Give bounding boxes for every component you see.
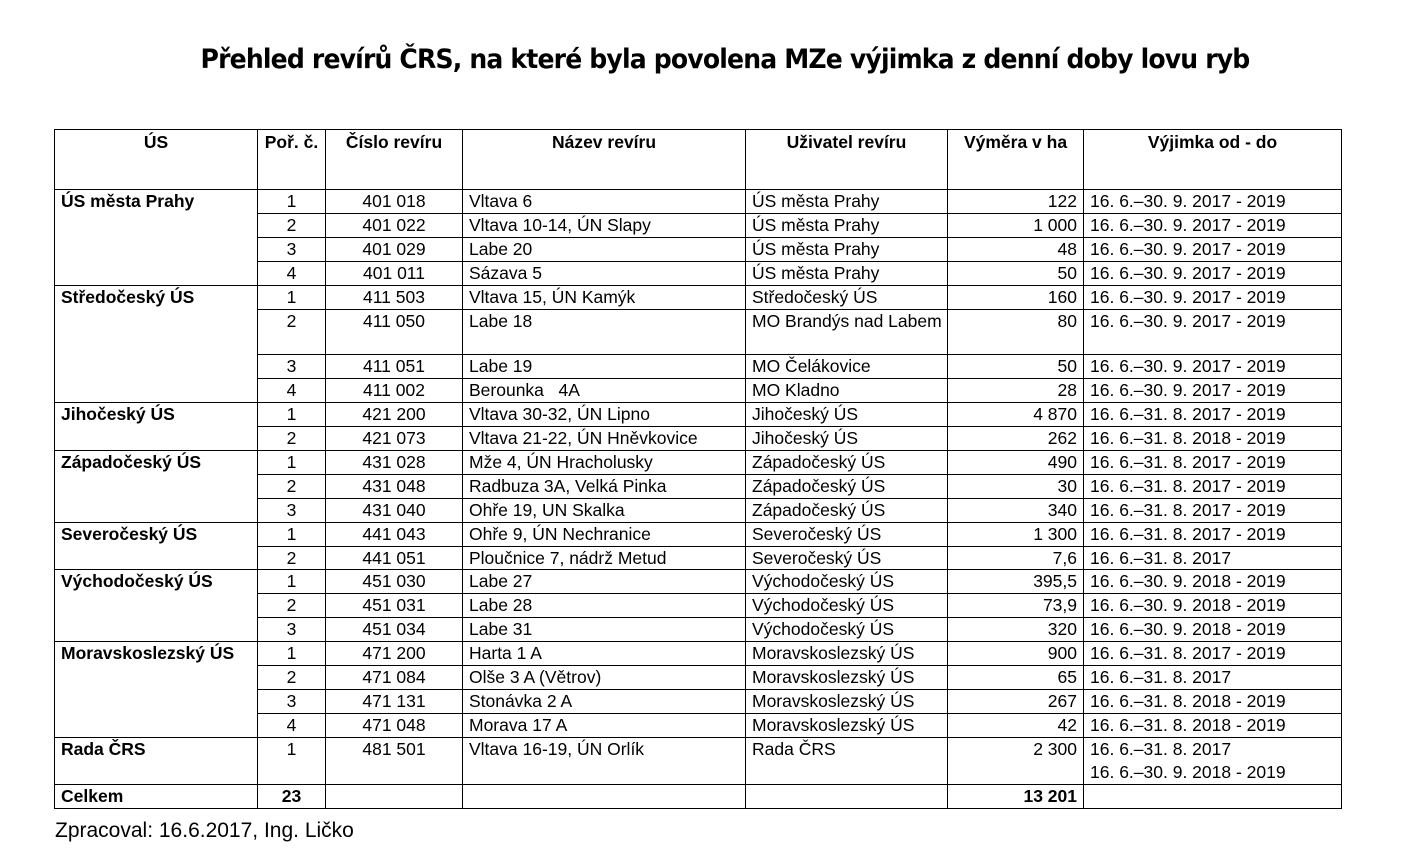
- us-name: [55, 379, 258, 403]
- revir-name: Labe 31: [463, 618, 746, 642]
- table-row: [55, 713, 1342, 737]
- revir-table: [54, 129, 1342, 809]
- table-row: [55, 594, 1342, 618]
- exemption-period: 16. 6.–31. 8. 2017 - 2019: [1084, 450, 1342, 474]
- row-number: 1: [258, 522, 326, 546]
- table-row: [55, 379, 1342, 403]
- revir-number: 401 018: [326, 190, 463, 214]
- revir-name: Vltava 10-14, ÚN Slapy: [463, 213, 746, 237]
- table-row: [55, 403, 1342, 427]
- total-area: 13 201: [948, 784, 1084, 808]
- row-number: 1: [258, 642, 326, 666]
- row-number: 1: [258, 285, 326, 309]
- table-row: [55, 737, 1342, 784]
- exemption-period: 16. 6.–31. 8. 2017 - 2019: [1084, 498, 1342, 522]
- header-uzivatel: Uživatel revíru: [746, 130, 948, 190]
- revir-number: 451 030: [326, 570, 463, 594]
- revir-number: 471 200: [326, 642, 463, 666]
- exemption-period-line: 16. 6.–31. 8. 2017: [1090, 738, 1232, 759]
- revir-number: 451 034: [326, 618, 463, 642]
- table-row: [55, 261, 1342, 285]
- revir-name: Berounka 4A: [463, 379, 746, 403]
- row-number: 4: [258, 713, 326, 737]
- area-ha: 2 300: [948, 737, 1084, 784]
- area-ha: 4 870: [948, 403, 1084, 427]
- table-row: [55, 690, 1342, 714]
- document-title: Přehled revírů ČRS, na které byla povolena MZe výjimka z denní doby lovu ryb: [200, 44, 1250, 75]
- us-name: Moravskoslezský ÚS: [55, 642, 258, 666]
- revir-number: 401 011: [326, 261, 463, 285]
- total-count: 23: [258, 784, 326, 808]
- exemption-period: 16. 6.–30. 9. 2017 - 2019: [1084, 379, 1342, 403]
- exemption-period: 16. 6.–30. 9. 2018 - 2019: [1084, 570, 1342, 594]
- revir-user: MO Kladno: [746, 379, 948, 403]
- revir-number: 411 002: [326, 379, 463, 403]
- table-row: [55, 570, 1342, 594]
- footer-note: Zpracoval: 16.6.2017, Ing. Ličko: [55, 819, 354, 842]
- revir-user: ÚS města Prahy: [746, 213, 948, 237]
- revir-user: Jihočeský ÚS: [746, 403, 948, 427]
- table-row: [55, 355, 1342, 379]
- header-cislo: Číslo revíru: [326, 130, 463, 190]
- revir-number: 421 073: [326, 427, 463, 451]
- revir-number: 431 040: [326, 498, 463, 522]
- table-row: [55, 285, 1342, 309]
- revir-name: Labe 18: [463, 309, 746, 355]
- area-ha: 262: [948, 427, 1084, 451]
- us-name: Západočeský ÚS: [55, 450, 258, 474]
- table-row: [55, 546, 1342, 570]
- row-number: 1: [258, 737, 326, 784]
- area-ha: 340: [948, 498, 1084, 522]
- us-name: Jihočeský ÚS: [55, 403, 258, 427]
- revir-name: Labe 19: [463, 355, 746, 379]
- area-ha: 65: [948, 666, 1084, 690]
- row-number: 3: [258, 618, 326, 642]
- area-ha: 395,5: [948, 570, 1084, 594]
- row-number: 4: [258, 379, 326, 403]
- total-row: [55, 784, 1342, 808]
- revir-name: Radbuza 3A, Velká Pinka: [463, 474, 746, 498]
- revir-name: Labe 20: [463, 237, 746, 261]
- exemption-period-line: 16. 6.–30. 9. 2018 - 2019: [1090, 761, 1286, 782]
- revir-number: 441 043: [326, 522, 463, 546]
- empty-cell: [1084, 784, 1342, 808]
- revir-user: Moravskoslezský ÚS: [746, 690, 948, 714]
- revir-user: Západočeský ÚS: [746, 498, 948, 522]
- exemption-period: 16. 6.–31. 8. 2017 - 2019: [1084, 522, 1342, 546]
- revir-name: Labe 28: [463, 594, 746, 618]
- header-nazev: Název revíru: [463, 130, 746, 190]
- empty-cell: [326, 784, 463, 808]
- revir-number: 401 022: [326, 213, 463, 237]
- us-name: [55, 690, 258, 714]
- area-ha: 42: [948, 713, 1084, 737]
- exemption-period: 16. 6.–30. 9. 2018 - 2019: [1084, 594, 1342, 618]
- row-number: 2: [258, 594, 326, 618]
- revir-number: 411 503: [326, 285, 463, 309]
- table-row: [55, 237, 1342, 261]
- area-ha: 30: [948, 474, 1084, 498]
- row-number: 3: [258, 690, 326, 714]
- empty-cell: [746, 784, 948, 808]
- us-name: ÚS města Prahy: [55, 190, 258, 214]
- table-row: [55, 522, 1342, 546]
- us-name: [55, 474, 258, 498]
- revir-number: 471 131: [326, 690, 463, 714]
- area-ha: 50: [948, 261, 1084, 285]
- row-number: 2: [258, 309, 326, 355]
- revir-number: 401 029: [326, 237, 463, 261]
- area-ha: 320: [948, 618, 1084, 642]
- revir-user: Východočeský ÚS: [746, 594, 948, 618]
- exemption-period: 16. 6.–30. 9. 2017 - 2019: [1084, 261, 1342, 285]
- table-row: [55, 190, 1342, 214]
- exemption-period: 16. 6.–30. 9. 2017 - 2019: [1084, 309, 1342, 355]
- revir-name: Vltava 15, ÚN Kamýk: [463, 285, 746, 309]
- revir-name: Vltava 30-32, ÚN Lipno: [463, 403, 746, 427]
- exemption-period: 16. 6.–31. 8. 2017 - 2019: [1084, 474, 1342, 498]
- revir-name: Labe 27: [463, 570, 746, 594]
- us-name: Východočeský ÚS: [55, 570, 258, 594]
- row-number: 2: [258, 666, 326, 690]
- table-row: [55, 309, 1342, 355]
- table-header-row: [55, 130, 1342, 190]
- revir-number: 411 050: [326, 309, 463, 355]
- revir-name: Harta 1 A: [463, 642, 746, 666]
- revir-name: Ploučnice 7, nádrž Metud: [463, 546, 746, 570]
- revir-user: Jihočeský ÚS: [746, 427, 948, 451]
- revir-name: Morava 17 A: [463, 713, 746, 737]
- header-por: Poř. č.: [258, 130, 326, 190]
- revir-user: Severočeský ÚS: [746, 546, 948, 570]
- row-number: 2: [258, 474, 326, 498]
- total-label: Celkem: [55, 784, 258, 808]
- table-row: [55, 213, 1342, 237]
- revir-name: Ohře 9, ÚN Nechranice: [463, 522, 746, 546]
- exemption-period: 16. 6.–30. 9. 2017 - 2019: [1084, 355, 1342, 379]
- area-ha: 160: [948, 285, 1084, 309]
- area-ha: 73,9: [948, 594, 1084, 618]
- revir-number: 431 028: [326, 450, 463, 474]
- us-name: [55, 213, 258, 237]
- revir-number: 471 084: [326, 666, 463, 690]
- revir-name: Olše 3 A (Větrov): [463, 666, 746, 690]
- exemption-period: 16. 6.–30. 9. 2017 - 2019: [1084, 237, 1342, 261]
- revir-user: Severočeský ÚS: [746, 522, 948, 546]
- exemption-period: 16. 6.–30. 9. 2017 - 2019: [1084, 190, 1342, 214]
- exemption-period: 16. 6.–31. 8. 2018 - 2019: [1084, 690, 1342, 714]
- area-ha: 1 300: [948, 522, 1084, 546]
- table-row: [55, 450, 1342, 474]
- revir-name: Ohře 19, UN Skalka: [463, 498, 746, 522]
- revir-name: Vltava 16-19, ÚN Orlík: [463, 737, 746, 784]
- revir-user: Východočeský ÚS: [746, 618, 948, 642]
- exemption-period: 16. 6.–30. 9. 2017 - 2019: [1084, 213, 1342, 237]
- revir-number: 481 501: [326, 737, 463, 784]
- exemption-period: 16. 6.–31. 8. 2018 - 2019: [1084, 427, 1342, 451]
- area-ha: 1 000: [948, 213, 1084, 237]
- exemption-period: 16. 6.–30. 9. 2018 - 2019: [1084, 618, 1342, 642]
- table-row: [55, 642, 1342, 666]
- revir-name: Vltava 6: [463, 190, 746, 214]
- revir-user: Západočeský ÚS: [746, 450, 948, 474]
- table-row: [55, 618, 1342, 642]
- revir-user: Rada ČRS: [746, 737, 948, 784]
- revir-name: Mže 4, ÚN Hracholusky: [463, 450, 746, 474]
- area-ha: 122: [948, 190, 1084, 214]
- revir-user: Středočeský ÚS: [746, 285, 948, 309]
- revir-number: 471 048: [326, 713, 463, 737]
- revir-user: Západočeský ÚS: [746, 474, 948, 498]
- area-ha: 80: [948, 309, 1084, 355]
- row-number: 2: [258, 213, 326, 237]
- us-name: [55, 427, 258, 451]
- table-body: [55, 190, 1342, 809]
- revir-user: Moravskoslezský ÚS: [746, 713, 948, 737]
- revir-name: Sázava 5: [463, 261, 746, 285]
- us-name: [55, 355, 258, 379]
- empty-cell: [463, 784, 746, 808]
- revir-name: Stonávka 2 A: [463, 690, 746, 714]
- exemption-period: 16. 6.–31. 8. 2017: [1084, 666, 1342, 690]
- us-name: [55, 594, 258, 618]
- revir-user: MO Brandýs nad Labem: [746, 309, 948, 355]
- us-name: [55, 713, 258, 737]
- exemption-period: [1084, 737, 1342, 784]
- us-name: [55, 309, 258, 355]
- row-number: 4: [258, 261, 326, 285]
- revir-user: ÚS města Prahy: [746, 190, 948, 214]
- row-number: 1: [258, 450, 326, 474]
- revir-number: 431 048: [326, 474, 463, 498]
- area-ha: 48: [948, 237, 1084, 261]
- area-ha: 490: [948, 450, 1084, 474]
- row-number: 3: [258, 498, 326, 522]
- exemption-period: 16. 6.–31. 8. 2017 - 2019: [1084, 403, 1342, 427]
- exemption-period: 16. 6.–31. 8. 2018 - 2019: [1084, 713, 1342, 737]
- exemption-period: 16. 6.–31. 8. 2017 - 2019: [1084, 642, 1342, 666]
- row-number: 1: [258, 190, 326, 214]
- exemption-period: 16. 6.–31. 8. 2017: [1084, 546, 1342, 570]
- area-ha: 7,6: [948, 546, 1084, 570]
- row-number: 3: [258, 237, 326, 261]
- revir-number: 421 200: [326, 403, 463, 427]
- revir-number: 411 051: [326, 355, 463, 379]
- row-number: 1: [258, 403, 326, 427]
- revir-user: Moravskoslezský ÚS: [746, 666, 948, 690]
- table-row: [55, 498, 1342, 522]
- row-number: 2: [258, 427, 326, 451]
- exemption-period: 16. 6.–30. 9. 2017 - 2019: [1084, 285, 1342, 309]
- us-name: [55, 666, 258, 690]
- area-ha: 28: [948, 379, 1084, 403]
- row-number: 3: [258, 355, 326, 379]
- us-name: [55, 237, 258, 261]
- revir-name: Vltava 21-22, ÚN Hněvkovice: [463, 427, 746, 451]
- table-row: [55, 666, 1342, 690]
- area-ha: 50: [948, 355, 1084, 379]
- revir-user: Východočeský ÚS: [746, 570, 948, 594]
- row-number: 1: [258, 570, 326, 594]
- row-number: 2: [258, 546, 326, 570]
- us-name: [55, 498, 258, 522]
- us-name: [55, 546, 258, 570]
- revir-user: ÚS města Prahy: [746, 237, 948, 261]
- header-vymera: Výměra v ha: [948, 130, 1084, 190]
- revir-user: Moravskoslezský ÚS: [746, 642, 948, 666]
- revir-number: 441 051: [326, 546, 463, 570]
- header-us: ÚS: [55, 130, 258, 190]
- us-name: [55, 618, 258, 642]
- table-row: [55, 474, 1342, 498]
- us-name: Středočeský ÚS: [55, 285, 258, 309]
- revir-user: MO Čelákovice: [746, 355, 948, 379]
- area-ha: 267: [948, 690, 1084, 714]
- revir-number: 451 031: [326, 594, 463, 618]
- header-vyjimka: Výjimka od - do: [1084, 130, 1342, 190]
- us-name: [55, 261, 258, 285]
- table-row: [55, 427, 1342, 451]
- us-name: Rada ČRS: [55, 737, 258, 784]
- area-ha: 900: [948, 642, 1084, 666]
- us-name: Severočeský ÚS: [55, 522, 258, 546]
- revir-user: ÚS města Prahy: [746, 261, 948, 285]
